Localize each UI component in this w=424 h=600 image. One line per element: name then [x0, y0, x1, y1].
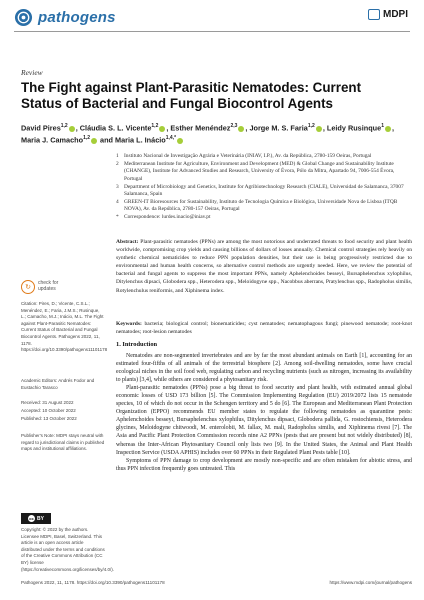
paragraph: Plant-parasitic nematodes (PPNs) pose a big threat to food security and plant health, with estimated annual global economic losses of USD 173 billion [5]. The Commission Implementing Regulation (EU) 2019/2072 lists 15 nematode species, 10 of which do not occur in the Schengen territory and 5 do [6]. The European and Mediterranean Plant Protection Organization (EPPO) recommends EU member states to regulate the following nematodes as quarantine pests: Aphelenchoides besseyi, Bursaphelenchus xylophilus, Ditylenchus dipsaci, Globodera pallida, G. rostochiensis, Heterodera glycines, Meloidogyne chitwoodi, M. enterolobii, M. fallax, M. mali, Radopholus similis, and Xiphinema rivesi [7]. The Asia and Pacific Plant Protection Commission records nine A2 PPNs (pests that are present but not widely distributed) [8], whereas the Inter-African Phytosanitary Council only lists two [9]. In the United States, the Animal and Plant Health Inspection Service (USDA APHIS) includes over 60 PPNs in their Regulated Plant Pests table [10].	[116, 385, 412, 456]
keywords	[116, 320, 412, 336]
author-affil-sup: 1,2	[151, 123, 159, 129]
academic-editors: Academic Editors: Andrés Fodor and Eustachio Tarasco	[21, 378, 95, 390]
orcid-icon[interactable]	[91, 138, 97, 144]
section-heading: 1. Introduction	[116, 341, 158, 348]
footer-citation[interactable]: Pathogens 2022, 11, 1178. https://doi.org/10.3390/pathogens11101178	[21, 580, 165, 585]
author[interactable]: Jorge M. S. Faria	[249, 123, 308, 133]
check-for-updates[interactable]	[21, 280, 58, 294]
orcid-icon[interactable]	[238, 126, 244, 132]
date-accepted: Accepted: 10 October 2022	[21, 408, 76, 413]
affiliation-item	[116, 199, 412, 214]
affiliation-number: 2	[116, 160, 119, 167]
author-affil-sup: 2,3	[230, 123, 238, 129]
keywords-text: bacteria; biological control; bionematicides; cyst nematodes; nematophagous fungi; pinewood nematode; root-knot nematodes; root-lesion nematodes	[116, 321, 412, 336]
refresh-icon: ↻	[21, 280, 35, 294]
orcid-icon[interactable]	[385, 126, 391, 132]
affiliation-item	[116, 153, 412, 160]
publisher-name: MDPI	[383, 9, 408, 20]
affiliation-text: GREEN-IT Bioresources for Sustainability, Instituto de Tecnologia Química e Biológica, Universidade Nova de Lisboa (ITQB NOVA), Av. da República, 2780-157 Oeiras, Portugal	[124, 198, 398, 213]
affiliation-item	[116, 161, 412, 183]
affiliation-item	[116, 184, 412, 199]
footer-journal-link[interactable]: https://www.mdpi.com/journal/pathogens	[329, 580, 412, 585]
body-text	[116, 352, 412, 473]
copyright: Copyright: © 2022 by the authors. Licensee MDPI, Basel, Switzerland. This article is an open access article distributed under the terms and conditions of the Creative Commons Attribution (CC BY) license (https://creativecommons.org/licenses/by/4.0/).	[21, 527, 115, 572]
abstract-label: Abstract:	[116, 239, 139, 245]
author-affil-sup: 1,2	[60, 123, 68, 129]
publisher-note: Publisher's Note: MDPI stays neutral with regard to jurisdictional claims in published maps and institutional affiliations.	[21, 433, 105, 452]
header-divider	[14, 31, 410, 32]
journal-header	[14, 8, 116, 27]
author-list: David Pires$^{1,2}$ , Cláudia S. L. Vicente$^{1,2}$ , Esther Menéndez$^{2,3}$ , Jorge M. S. Faria$^{1,2}$ , Leidy Rusinque$^1$ , Maria J. Camacho$^{1,2}$ and Maria L. Inácio$^{1,4,*}$	[21, 123, 395, 145]
affiliation-number: 1	[116, 153, 119, 159]
abstract-text: Plant-parasitic nematodes (PPNs) are among the most notorious and underrated threats to food security and plant health worldwide, compromising crop yields and causing billions of dollars of losses annually. Chemical control strategies rely heavily on synthetic chemical nematicides to reduce PPN population densities, but their use is being progressively restricted due to environmental and human health concerns, so alternative control methods are urgently needed. Here, we review the potential of bacterial and fungal agents to suppress the most important PPNs, namely Aphelenchoides besseyi, Bursaphelenchus xylophilus, Ditylenchus dipsaci, Globodera spp., Heterodera spp., Meloidogyne spp., Nacobbus aberrans, Pratylenchus spp., Radopholus similis, Rotylenchulus reniformis, and Xiphinema index.	[116, 239, 412, 294]
article-type: Review	[21, 68, 43, 77]
affiliation-number: 4	[116, 198, 119, 205]
cc-license-badge[interactable]	[21, 513, 51, 524]
orcid-icon[interactable]	[159, 126, 165, 132]
author-affil-sup: 1,2	[83, 135, 91, 142]
author-affil-sup: 1,2	[307, 123, 315, 129]
affiliation-text: Mediterranean Institute for Agriculture, Environment and Development (MED) & Global Change and Sustainability Institute (CHANGE), Institute for Advanced Studies and Research, University of Évora, Pólo da Mitra, Apartado 94, 7006-554 Évora, Portugal	[124, 160, 395, 182]
affiliations	[116, 153, 412, 222]
author-affil-sup: 1	[381, 123, 384, 129]
date-published: Published: 13 October 2022	[21, 416, 77, 421]
cc-badge-label: BY	[37, 515, 44, 522]
author[interactable]: Leidy Rusinque	[326, 123, 382, 133]
orcid-icon[interactable]	[177, 138, 183, 144]
author[interactable]: Maria J. Camacho	[21, 135, 84, 145]
article-title: The Fight against Plant-Parasitic Nematodes: Current Status of Bacterial and Fungal Biocontrol Agents	[21, 80, 362, 111]
affiliation-number: *	[116, 214, 119, 221]
check-label-line: updates	[38, 286, 56, 292]
correspondence	[116, 214, 412, 221]
citation: Citation: Pires, D.; Vicente, C.S.L.; Menéndez, E.; Faria, J.M.S.; Rusinque, L.; Camacho, M.J.; Inácio, M.L. The Fight against Plant-Parasitic Nematodes: Current Status of Bacterial and Fungal Biocontrol Agents. Pathogens 2022, 11, 1178. https://doi.org/10.3390/pathogens11101178	[21, 301, 108, 353]
paragraph: Symptoms of PPN damage to crop development are mostly non-specific and are often mistaken for abiotic stress, and thus PPN infection frequently goes untreated. This	[116, 457, 412, 472]
page-footer	[21, 580, 412, 585]
cc-icon: cc	[29, 516, 34, 521]
paragraph: Nematodes are non-segmented invertebrates and are by far the most abundant animals on Earth [1], accounting for an estimated four-fifths of all animals of the terrestrial biosphere [2]. Among soil-dwelling nematodes, some have crucial ecological niches in the soil food web, regulating carbon and recycling nutrients (such as nitrogen, increasing its availability to plants) [3,4], while others are considered a phytosanitary risk.	[116, 353, 412, 384]
author[interactable]: David Pires	[21, 123, 61, 133]
author[interactable]: Cláudia S. L. Vicente	[79, 123, 152, 133]
mdpi-icon	[368, 9, 380, 20]
check-label-line: check for	[38, 280, 59, 287]
orcid-icon[interactable]	[316, 126, 322, 132]
affiliation-text: Department of Microbiology and Genetics, Institute for Agribiotechnology Research (CIALE), Universidad de Salamanca, 37007 Salamanca, Spain	[124, 183, 404, 198]
affiliation-number: 3	[116, 183, 119, 190]
author-affil-sup: 1,4,*	[165, 135, 177, 142]
abstract	[116, 238, 412, 295]
publisher-logo	[368, 9, 408, 20]
journal-name: pathogens	[38, 9, 116, 26]
author[interactable]: Esther Menéndez	[170, 123, 231, 133]
correspondence-email[interactable]: Correspondence: lurdes.inacio@iniav.pt	[124, 214, 211, 221]
date-received: Received: 31 August 2022	[21, 400, 74, 405]
affiliation-text: Instituto Nacional de Investigação Agrária e Veterinária (INIAV, I.P.), Av. da República, 2780-159 Oeiras, Portugal	[124, 153, 372, 159]
journal-logo-icon	[14, 8, 33, 27]
orcid-icon[interactable]	[69, 126, 75, 132]
keywords-label: Keywords:	[116, 321, 142, 327]
author[interactable]: Maria L. Inácio	[115, 135, 166, 145]
